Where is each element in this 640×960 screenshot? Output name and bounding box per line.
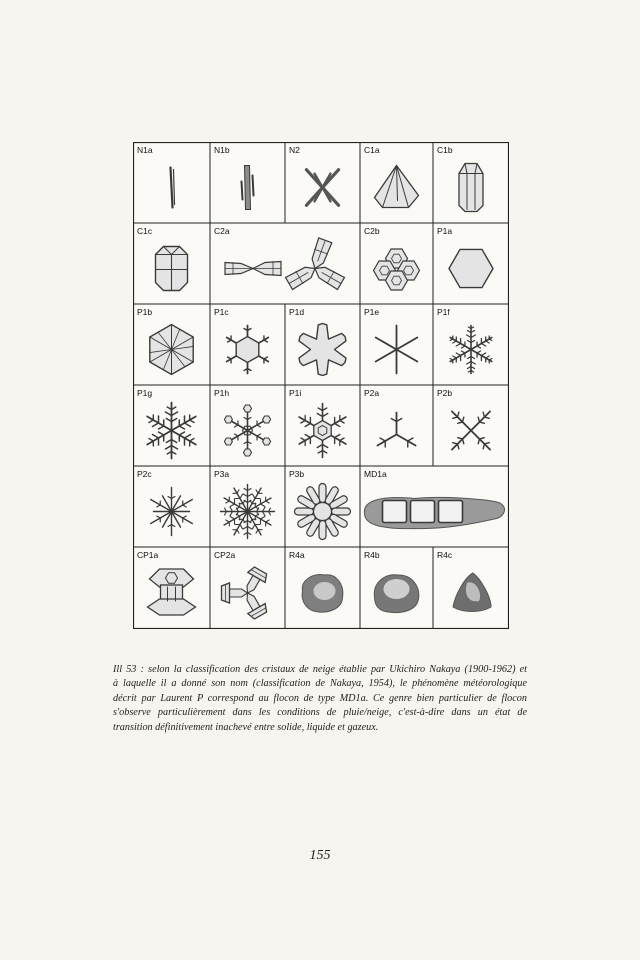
crystal-cell [210, 142, 285, 223]
crystal-code-label: C2a [214, 226, 230, 236]
crystal-code-label: P2b [437, 388, 453, 398]
crystal-cell [133, 547, 210, 629]
caption-line: transition définitivement inachevé entre solide, liquide et gazeux. [113, 721, 379, 733]
crystal-cell [360, 142, 433, 223]
crystal-cell [433, 142, 509, 223]
crystal-cell [433, 385, 509, 466]
crystal-cell [133, 223, 210, 304]
crystal-cell [285, 466, 360, 547]
crystal-code-label: C2b [364, 226, 380, 236]
crystal-cell [433, 547, 509, 629]
crystal-grid [133, 142, 509, 629]
crystal-code-label: P1g [137, 388, 153, 398]
crystal-cell [285, 142, 360, 223]
crystal-code-label: N2 [289, 145, 300, 155]
graupel-round-icon [302, 575, 343, 613]
crystal-code-label: P1d [289, 307, 305, 317]
figure-caption [113, 663, 527, 735]
crystal-code-label: N1a [137, 145, 153, 155]
crystal-code-label: C1b [437, 145, 453, 155]
crystal-cell [210, 385, 285, 466]
graupel-lump-icon [374, 575, 419, 613]
crystal-cell [360, 466, 509, 547]
crystal-cell [133, 385, 210, 466]
crystal-code-label: P3a [214, 469, 230, 479]
crystal-code-label: P1i [289, 388, 302, 398]
crystal-cell [285, 304, 360, 385]
crystal-code-label: P2a [364, 388, 380, 398]
crystal-cell [210, 547, 285, 629]
crystal-code-label: P1f [437, 307, 450, 317]
crystal-cell [285, 547, 360, 629]
crystal-code-label: P1a [437, 226, 453, 236]
snow-crystal-classification-figure [133, 142, 509, 629]
crystal-cell [433, 304, 509, 385]
crystal-cell [285, 385, 360, 466]
hex-column-capped-icon [459, 164, 483, 212]
crystal-cell [360, 547, 433, 629]
crystal-code-label: C1c [137, 226, 153, 236]
hex-column-icon [156, 247, 188, 291]
crystal-cell [433, 223, 509, 304]
crystal-code-label: N1b [214, 145, 230, 155]
crystal-code-label: R4c [437, 550, 453, 560]
crystal-cell [210, 466, 285, 547]
crystal-code-label: R4b [364, 550, 380, 560]
crystal-cell [210, 223, 360, 304]
crystal-cell [133, 304, 210, 385]
crystal-cell [360, 223, 433, 304]
crystal-cell [133, 466, 210, 547]
crystal-code-label: P2c [137, 469, 152, 479]
crystal-code-label: R4a [289, 550, 305, 560]
crystal-code-label: P1b [137, 307, 153, 317]
crystal-cell [133, 142, 210, 223]
crystal-code-label: P1c [214, 307, 229, 317]
crystal-code-label: P1e [364, 307, 380, 317]
crystal-code-label: C1a [364, 145, 380, 155]
crystal-cell [210, 304, 285, 385]
caption-line: Ill 53 : selon la classification des cristaux de neige établie par Ukichiro Nakaya (1900-1962) et [113, 664, 527, 675]
crystal-code-label: CP1a [137, 550, 159, 560]
crystal-code-label: P3b [289, 469, 305, 479]
caption-line: à laquelle il a donné son nom (classification de Nakaya, 1954), le phénomène météorologique [113, 678, 527, 690]
crystal-code-label: MD1a [364, 469, 387, 479]
caption-line: décrit par Laurent P correspond au flocon de type MD1a. Ce genre bien particulier de flocon [113, 692, 527, 704]
crystal-cell [360, 304, 433, 385]
crystal-cell [360, 385, 433, 466]
crystal-code-label: P1h [214, 388, 230, 398]
page-number: 155 [309, 848, 331, 863]
crystal-code-label: CP2a [214, 550, 236, 560]
caption-line: s'observe particulièrement dans les conditions de pluie/neige, c'est-à-dire dans un état de [113, 707, 527, 719]
